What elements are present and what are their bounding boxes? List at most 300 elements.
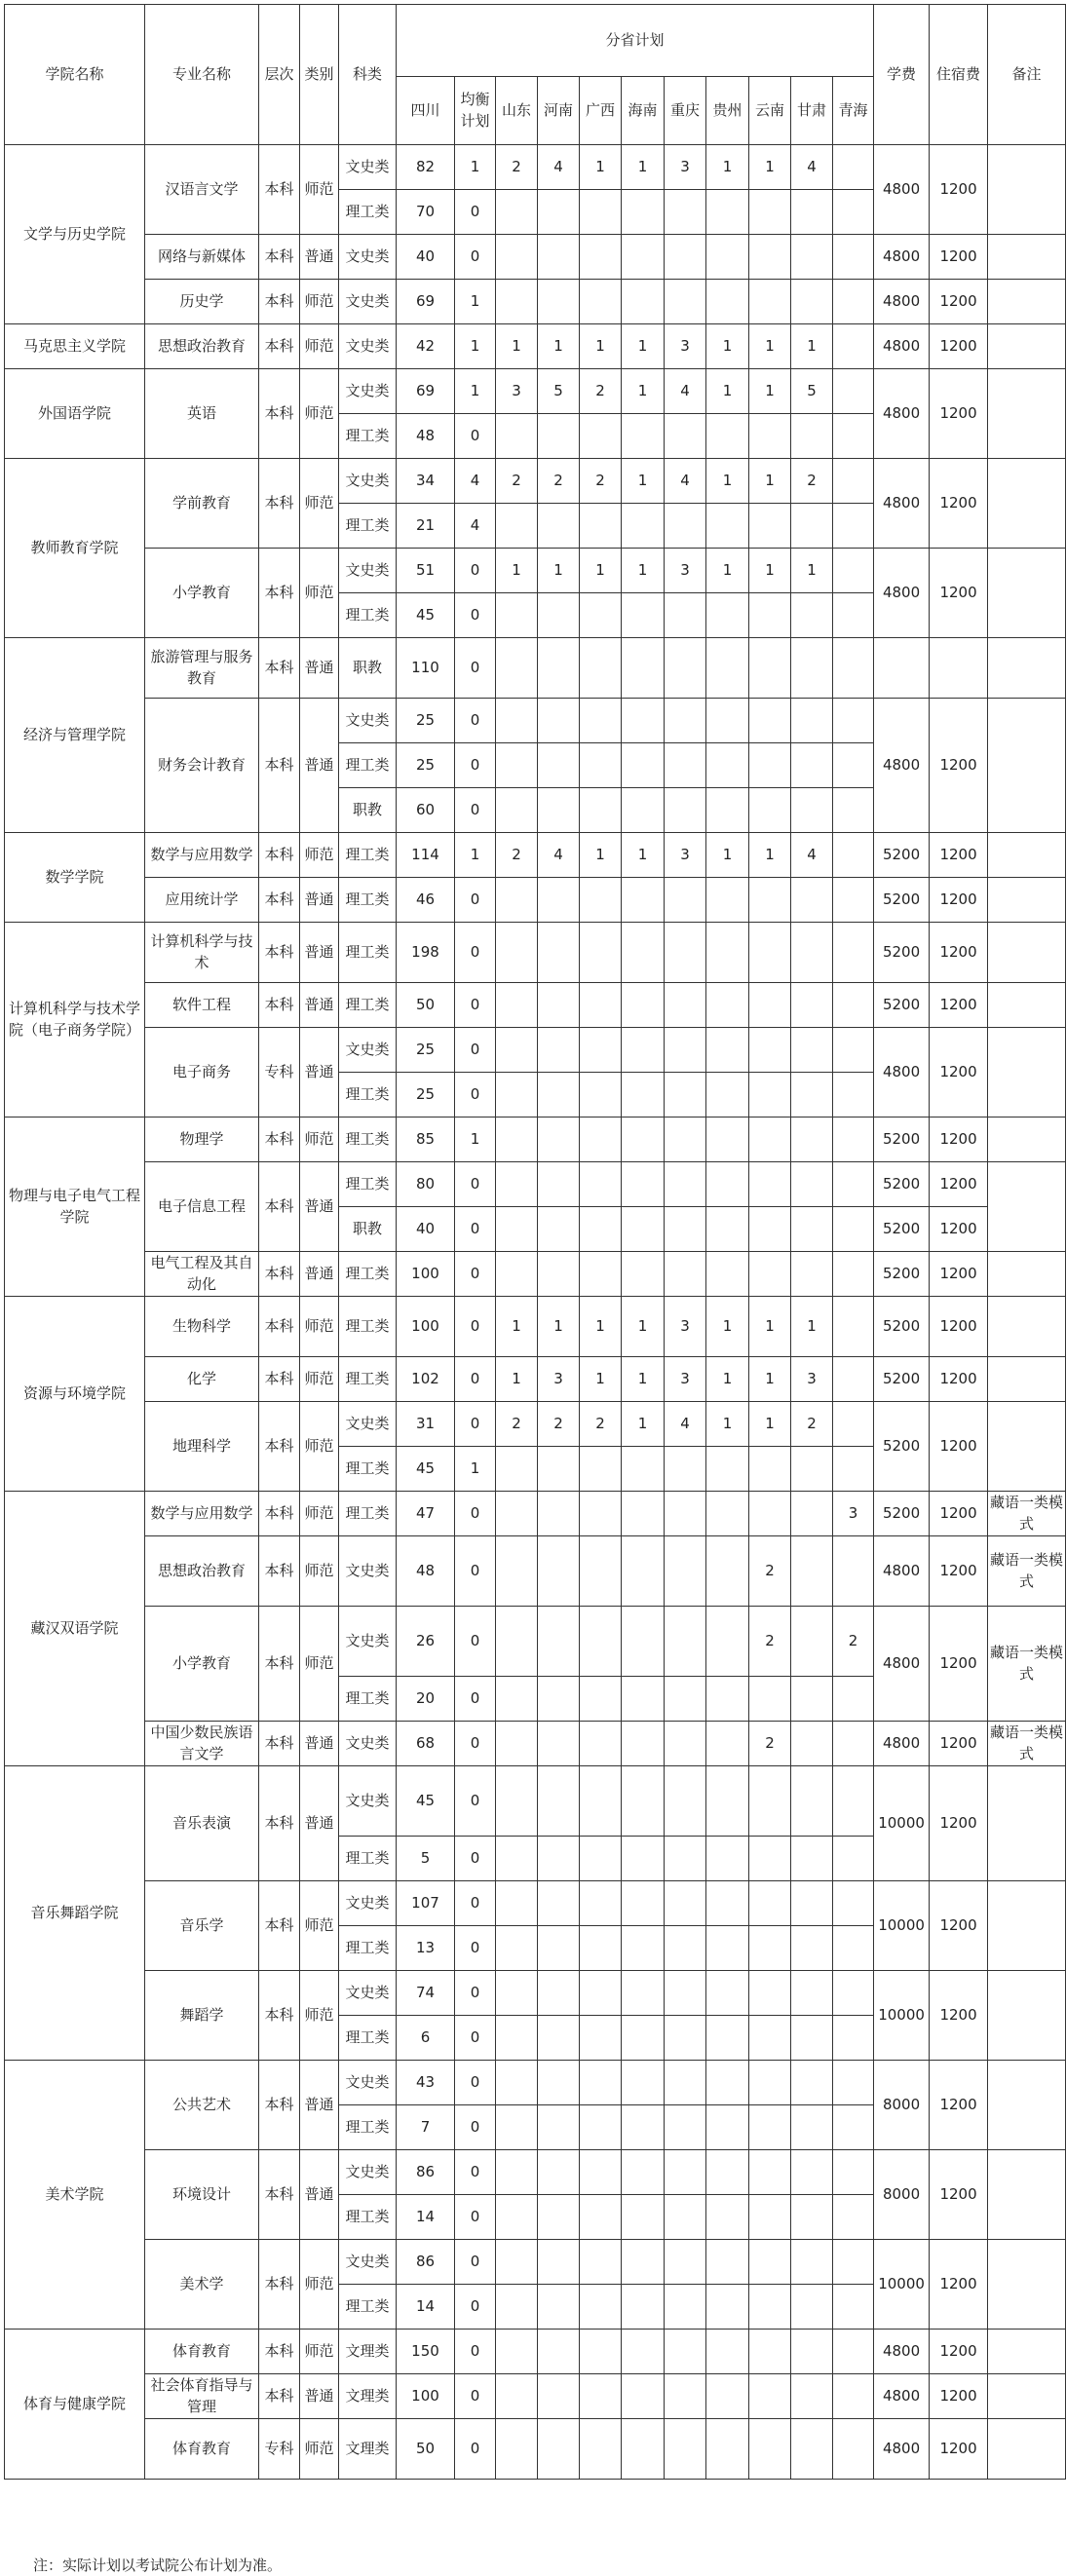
province-plan-cell [833,2330,874,2374]
province-plan-cell [833,2374,874,2419]
province-plan-cell [496,504,538,549]
major-name: 美术学 [145,2240,259,2330]
tuition-cell: 4800 [874,2330,930,2374]
balanced-plan-cell: 1 [455,145,496,190]
sichuan-plan-cell: 68 [397,1722,455,1766]
province-plan-cell [706,1252,749,1297]
province-plan-cell [833,1971,874,2016]
province-plan-cell [791,983,833,1028]
province-plan-cell: 2 [791,459,833,504]
header-province: 海南 [622,77,665,145]
sichuan-plan-cell: 100 [397,2374,455,2419]
province-plan-cell [833,1118,874,1162]
province-plan-cell: 1 [706,145,749,190]
sichuan-plan-cell: 21 [397,504,455,549]
subject-cell: 文理类 [339,2419,397,2480]
major-type: 师范 [300,1297,339,1357]
province-plan-cell [622,1118,665,1162]
subject-cell: 理工类 [339,743,397,788]
province-plan-cell [833,2419,874,2480]
tuition-cell: 5200 [874,1252,930,1297]
major-type: 普通 [300,1252,339,1297]
province-plan-cell: 1 [580,1297,622,1357]
major-type: 师范 [300,145,339,235]
major-name: 体育教育 [145,2419,259,2480]
province-plan-cell: 2 [580,369,622,414]
header-province: 青海 [833,77,874,145]
remark-cell [988,1028,1066,1118]
province-plan-cell [538,2061,580,2105]
header-balanced-plan: 均衡计划 [455,77,496,145]
province-plan-cell [496,743,538,788]
lodging-cell: 1200 [930,1607,988,1722]
province-plan-cell [496,1766,538,1837]
province-plan-cell [791,1492,833,1536]
province-plan-cell [833,1837,874,1881]
subject-cell: 文史类 [339,369,397,414]
province-plan-cell [496,1118,538,1162]
province-plan-cell [706,414,749,459]
province-plan-cell [496,1162,538,1207]
subject-cell: 理工类 [339,1926,397,1971]
province-plan-cell [833,983,874,1028]
province-plan-cell [833,1207,874,1252]
major-type: 师范 [300,324,339,369]
major-name: 学前教育 [145,459,259,549]
province-plan-cell: 1 [706,1297,749,1357]
province-plan-cell [665,1207,706,1252]
remark-cell [988,549,1066,638]
balanced-plan-cell: 0 [455,2150,496,2195]
province-plan-cell [706,1536,749,1607]
province-plan-cell: 3 [665,549,706,593]
province-plan-cell [496,923,538,983]
lodging-cell: 1200 [930,1402,988,1492]
province-plan-cell [665,2105,706,2150]
province-plan-cell [665,983,706,1028]
province-plan-cell [833,280,874,324]
lodging-cell: 1200 [930,459,988,549]
major-name: 思想政治教育 [145,1536,259,1607]
province-plan-cell [791,280,833,324]
province-plan-cell [706,1837,749,1881]
province-plan-cell [580,1447,622,1492]
province-plan-cell [580,1492,622,1536]
lodging-cell: 1200 [930,2061,988,2150]
major-type: 普通 [300,1028,339,1118]
province-plan-cell [622,414,665,459]
province-plan-cell [622,1881,665,1926]
major-name: 公共艺术 [145,2061,259,2150]
table-row [5,2419,1066,2480]
province-plan-cell [622,235,665,280]
balanced-plan-cell: 1 [455,280,496,324]
remark-cell [988,2061,1066,2150]
province-plan-cell [622,788,665,833]
college-name: 外国语学院 [5,369,145,459]
province-plan-cell [706,878,749,923]
college-name: 藏汉双语学院 [5,1492,145,1766]
province-plan-cell [791,1447,833,1492]
balanced-plan-cell: 1 [455,324,496,369]
sichuan-plan-cell: 20 [397,1677,455,1722]
major-level: 本科 [259,549,300,638]
subject-cell: 文史类 [339,324,397,369]
major-name: 电子商务 [145,1028,259,1118]
table-row [5,2374,1066,2419]
province-plan-cell [706,1207,749,1252]
major-type: 师范 [300,2330,339,2374]
header-province: 甘肃 [791,77,833,145]
province-plan-cell [580,699,622,743]
province-plan-cell: 1 [706,833,749,878]
province-plan-cell [538,878,580,923]
balanced-plan-cell: 0 [455,1492,496,1536]
province-plan-cell [665,1252,706,1297]
tuition-cell: 4800 [874,2419,930,2480]
province-plan-cell [749,190,791,235]
lodging-cell: 1200 [930,324,988,369]
major-name: 电气工程及其自动化 [145,1252,259,1297]
table-row [5,2061,1066,2105]
province-plan-cell [538,2016,580,2061]
province-plan-cell: 3 [665,324,706,369]
province-plan-cell [622,2150,665,2195]
balanced-plan-cell: 0 [455,1722,496,1766]
province-plan-cell [580,190,622,235]
province-plan-cell [622,1447,665,1492]
province-plan-cell: 1 [749,369,791,414]
remark-cell [988,699,1066,833]
province-plan-cell [496,1492,538,1536]
major-name: 网络与新媒体 [145,235,259,280]
province-plan-cell: 4 [791,145,833,190]
province-plan-cell [791,878,833,923]
province-plan-cell [665,743,706,788]
major-type: 师范 [300,369,339,459]
province-plan-cell [538,1118,580,1162]
balanced-plan-cell: 0 [455,1881,496,1926]
remark-cell: 藏语一类模式 [988,1492,1066,1536]
province-plan-cell [665,1971,706,2016]
table-row [5,324,1066,369]
province-plan-cell [791,1073,833,1118]
province-plan-cell: 2 [496,145,538,190]
province-plan-cell: 1 [706,459,749,504]
table-row [5,1722,1066,1766]
major-level: 本科 [259,1722,300,1766]
remark-cell [988,1252,1066,1297]
lodging-cell: 1200 [930,1297,988,1357]
subject-cell: 理工类 [339,2016,397,2061]
province-plan-cell [749,2016,791,2061]
major-name: 思想政治教育 [145,324,259,369]
province-plan-cell [538,1492,580,1536]
province-plan-cell: 1 [749,145,791,190]
province-plan-cell: 1 [496,324,538,369]
subject-cell: 职教 [339,788,397,833]
sichuan-plan-cell: 70 [397,190,455,235]
province-plan-cell: 1 [622,324,665,369]
province-plan-cell [538,1722,580,1766]
province-plan-cell [706,2285,749,2330]
tuition-cell: 4800 [874,1536,930,1607]
subject-cell: 文史类 [339,1722,397,1766]
province-plan-cell [538,2374,580,2419]
province-plan-cell [622,2105,665,2150]
province-plan-cell [749,1766,791,1837]
province-plan-cell [706,788,749,833]
major-type: 师范 [300,2419,339,2480]
balanced-plan-cell: 0 [455,1926,496,1971]
province-plan-cell [538,593,580,638]
remark-cell: 藏语一类模式 [988,1722,1066,1766]
college-name: 体育与健康学院 [5,2330,145,2480]
balanced-plan-cell: 0 [455,1607,496,1677]
province-plan-cell [706,1447,749,1492]
province-plan-cell [622,2374,665,2419]
province-plan-cell [496,1926,538,1971]
sichuan-plan-cell: 114 [397,833,455,878]
major-level: 专科 [259,1028,300,1118]
province-plan-cell [665,1492,706,1536]
subject-cell: 理工类 [339,2195,397,2240]
province-plan-cell [580,638,622,699]
province-plan-cell [791,1926,833,1971]
province-plan-cell [706,1073,749,1118]
province-plan-cell [791,1028,833,1073]
province-plan-cell: 2 [496,833,538,878]
subject-cell: 理工类 [339,2105,397,2150]
province-plan-cell [749,1028,791,1073]
province-plan-cell [706,923,749,983]
balanced-plan-cell: 0 [455,743,496,788]
major-name: 社会体育指导与管理 [145,2374,259,2419]
province-plan-cell [706,1881,749,1926]
province-plan-cell [706,1971,749,2016]
major-level: 本科 [259,1492,300,1536]
province-plan-cell [833,2061,874,2105]
province-plan-cell: 1 [706,324,749,369]
province-plan-cell [580,1766,622,1837]
balanced-plan-cell: 4 [455,459,496,504]
province-plan-cell [496,1607,538,1677]
major-name: 舞蹈学 [145,1971,259,2061]
lodging-cell: 1200 [930,1766,988,1881]
province-plan-cell [665,593,706,638]
province-plan-cell [538,923,580,983]
province-plan-cell [749,2195,791,2240]
balanced-plan-cell: 0 [455,878,496,923]
province-plan-cell [706,2240,749,2285]
lodging-cell: 1200 [930,1881,988,1971]
major-level: 本科 [259,638,300,699]
province-plan-cell [665,923,706,983]
remark-cell [988,1881,1066,1971]
province-plan-cell [580,788,622,833]
province-plan-cell [833,2285,874,2330]
subject-cell: 文理类 [339,2330,397,2374]
sichuan-plan-cell: 86 [397,2150,455,2195]
tuition-cell: 4800 [874,1722,930,1766]
balanced-plan-cell: 0 [455,1766,496,1837]
tuition-cell: 5200 [874,1402,930,1492]
province-plan-cell [665,2016,706,2061]
table-row [5,1881,1066,1926]
header-lodging: 住宿费 [930,5,988,145]
subject-cell: 理工类 [339,923,397,983]
major-name: 音乐学 [145,1881,259,1971]
tuition-cell: 5200 [874,833,930,878]
sichuan-plan-cell: 198 [397,923,455,983]
college-name: 计算机科学与技术学院（电子商务学院） [5,923,145,1118]
balanced-plan-cell: 1 [455,369,496,414]
major-type: 普通 [300,1162,339,1252]
balanced-plan-cell: 0 [455,2240,496,2285]
province-plan-cell: 1 [622,145,665,190]
header-level: 层次 [259,5,300,145]
province-plan-cell: 1 [622,1402,665,1447]
province-plan-cell [496,699,538,743]
table-row [5,2150,1066,2195]
province-plan-cell [833,2150,874,2195]
province-plan-cell [749,2285,791,2330]
province-plan-cell [706,699,749,743]
balanced-plan-cell: 0 [455,2195,496,2240]
province-plan-cell [538,983,580,1028]
province-plan-cell [622,1677,665,1722]
major-type: 普通 [300,2061,339,2150]
tuition-cell: 4800 [874,549,930,638]
province-plan-cell [538,1028,580,1073]
province-plan-cell [749,1447,791,1492]
college-name: 数学学院 [5,833,145,923]
table-row [5,145,1066,190]
balanced-plan-cell: 0 [455,1536,496,1607]
table-row [5,1402,1066,1447]
province-plan-cell [791,788,833,833]
remark-cell [988,833,1066,878]
subject-cell: 文史类 [339,1536,397,1607]
remark-cell [988,324,1066,369]
province-plan-cell [622,1607,665,1677]
province-plan-cell [833,2105,874,2150]
balanced-plan-cell: 0 [455,549,496,593]
province-plan-cell: 1 [749,1402,791,1447]
province-plan-cell [833,1722,874,1766]
province-plan-cell: 1 [706,549,749,593]
sichuan-plan-cell: 13 [397,1926,455,1971]
balanced-plan-cell: 0 [455,1402,496,1447]
province-plan-cell: 1 [496,1357,538,1402]
province-plan-cell [622,2285,665,2330]
province-plan-cell [706,593,749,638]
province-plan-cell: 4 [538,145,580,190]
sichuan-plan-cell: 107 [397,1881,455,1926]
province-plan-cell [833,1028,874,1073]
lodging-cell: 1200 [930,1118,988,1162]
province-plan-cell [749,1207,791,1252]
province-plan-cell [665,1837,706,1881]
province-plan-cell: 1 [622,1297,665,1357]
major-name: 中国少数民族语言文学 [145,1722,259,1766]
balanced-plan-cell: 0 [455,923,496,983]
sichuan-plan-cell: 47 [397,1492,455,1536]
balanced-plan-cell: 0 [455,1028,496,1073]
balanced-plan-cell: 0 [455,593,496,638]
province-plan-cell [496,1837,538,1881]
province-plan-cell [749,1073,791,1118]
major-type: 师范 [300,2240,339,2330]
lodging-cell: 1200 [930,369,988,459]
province-plan-cell: 1 [622,1357,665,1402]
province-plan-cell [833,699,874,743]
header-major: 专业名称 [145,5,259,145]
lodging-cell: 1200 [930,235,988,280]
sichuan-plan-cell: 14 [397,2195,455,2240]
province-plan-cell [749,1677,791,1722]
subject-cell: 理工类 [339,1252,397,1297]
major-level: 本科 [259,2150,300,2240]
province-plan-cell [706,2150,749,2195]
province-plan-cell [665,2195,706,2240]
major-level: 本科 [259,1881,300,1971]
province-plan-cell [665,788,706,833]
remark-cell: 藏语一类模式 [988,1536,1066,1607]
province-plan-cell: 1 [622,459,665,504]
province-plan-cell: 1 [538,549,580,593]
province-plan-cell [538,1677,580,1722]
sichuan-plan-cell: 50 [397,983,455,1028]
tuition-cell: 4800 [874,369,930,459]
college-name: 文学与历史学院 [5,145,145,324]
province-plan-cell [749,1926,791,1971]
subject-cell: 理工类 [339,1118,397,1162]
province-plan-cell [791,1881,833,1926]
header-sichuan: 四川 [397,77,455,145]
balanced-plan-cell: 0 [455,1162,496,1207]
enrollment-plan-wrapper [4,4,1066,2480]
province-plan-cell [580,878,622,923]
province-plan-cell [622,1073,665,1118]
subject-cell: 理工类 [339,983,397,1028]
subject-cell: 文史类 [339,1402,397,1447]
province-plan-cell [791,699,833,743]
subject-cell: 理工类 [339,1073,397,1118]
province-plan-cell [496,1677,538,1722]
tuition-cell: 4800 [874,235,930,280]
province-plan-cell [538,2285,580,2330]
province-plan-cell [622,1837,665,1881]
sichuan-plan-cell: 150 [397,2330,455,2374]
province-plan-cell [749,593,791,638]
balanced-plan-cell: 0 [455,1971,496,2016]
sichuan-plan-cell: 31 [397,1402,455,1447]
remark-cell: 藏语一类模式 [988,1607,1066,1722]
remark-cell [988,459,1066,549]
province-plan-cell [749,235,791,280]
sichuan-plan-cell: 100 [397,1252,455,1297]
province-plan-cell [580,1252,622,1297]
province-plan-cell [665,2374,706,2419]
province-plan-cell [580,2374,622,2419]
province-plan-cell [538,1837,580,1881]
balanced-plan-cell: 0 [455,638,496,699]
province-plan-cell: 1 [622,369,665,414]
subject-cell: 文史类 [339,1607,397,1677]
major-level: 本科 [259,1402,300,1492]
province-plan-cell: 1 [580,324,622,369]
